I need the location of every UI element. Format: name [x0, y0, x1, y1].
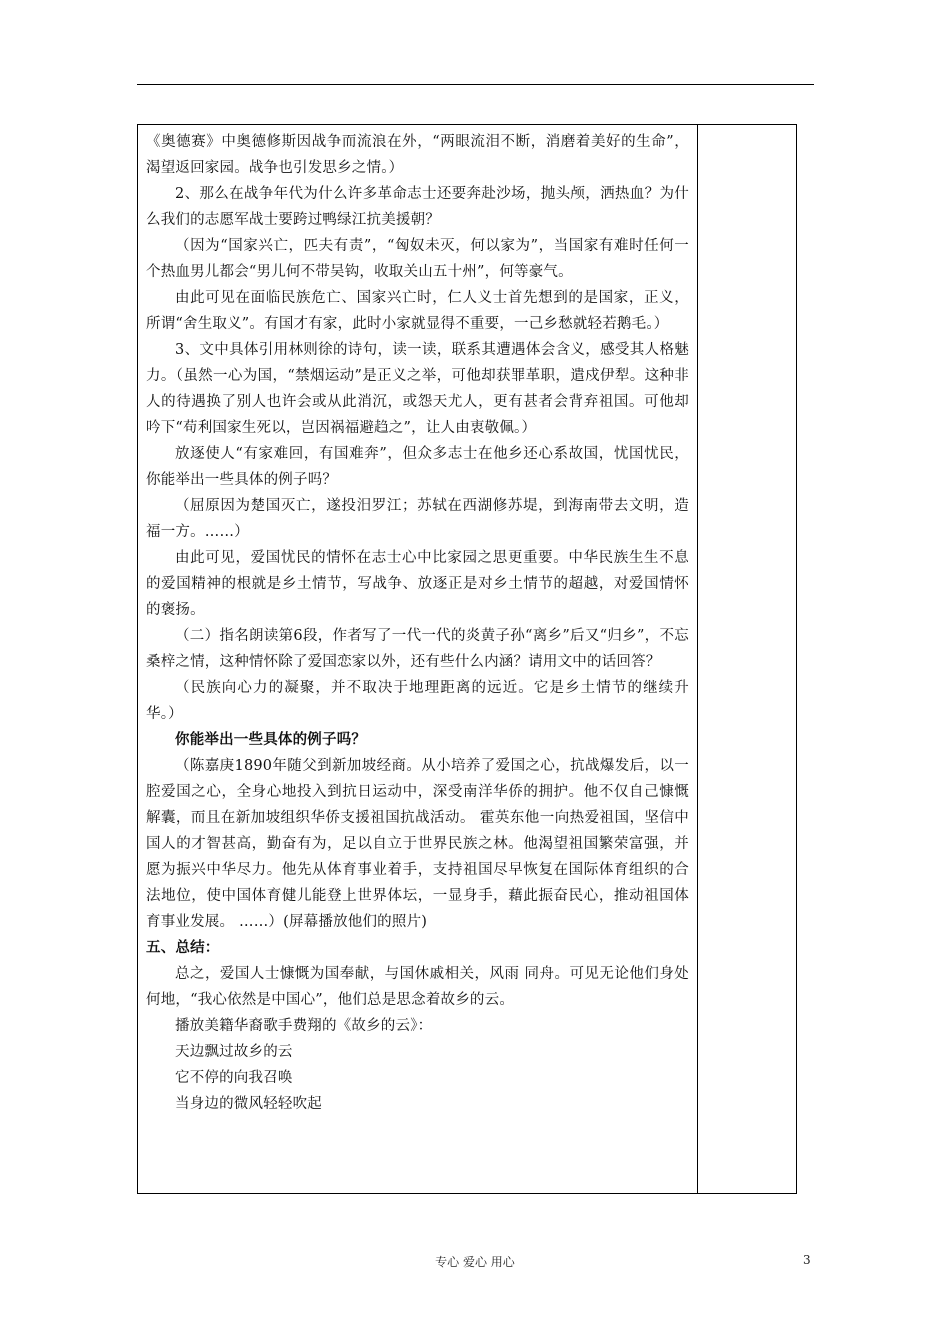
body-paragraph: 播放美籍华裔歌手费翔的《故乡的云》： [175, 1018, 433, 1034]
body-paragraph: 放逐使人“有家难回，有国难奔”，但众多志士在他乡还心系故国，忧国忧民，你能举出一些具体的例子吗？ [146, 446, 689, 488]
body-paragraph: 当身边的微风轻轻吹起 [175, 1096, 322, 1112]
lesson-table [137, 124, 797, 1194]
body-paragraph: 由此可见，爱国忧民的情怀在志士心中比家园之思更重要。中华民族生生不息的爱国精神的根就是乡土情节，写战争、放逐正是对乡土情节的超越，对爱国情怀的褒扬。 [146, 550, 689, 618]
lesson-content-cell [146, 129, 689, 1117]
body-paragraph: （二）指名朗读第6段，作者写了一代一代的炎黄子孙“离乡”后又“归乡”，不忘桑梓之情，这种情怀除了爱国恋家以外，还有些什么内涵？请用文中的话回答？ [146, 628, 689, 670]
header-rule [137, 84, 814, 85]
body-paragraph: （屈原因为楚国灭亡，遂投汨罗江；苏轼在西湖修苏堤，到海南带去文明，造福一方。……） [146, 498, 689, 540]
section-heading: 你能举出一些具体的例子吗？ [175, 731, 367, 748]
body-paragraph: 3、文中具体引用林则徐的诗句，读一读，联系其遭遇体会含义，感受其人格魅力。（虽然一心为国，“禁烟运动”是正义之举，可他却获罪革职，遣戍伊犁。这种非人的待遇换了别人也许会或从此消沉，或怨天尤人，更有甚者会背弃祖国。可他却吟下“苟利国家生死以，岂因祸福避趋之”，让人由衷敬佩。） [146, 342, 689, 436]
body-paragraph: 由此可见在面临民族危亡、国家兴亡时，仁人义士首先想到的是国家，正义，所谓“舍生取义”。有国才有家，此时小家就显得不重要，一己乡愁就轻若鹅毛。） [146, 290, 689, 332]
body-paragraph: （民族向心力的凝聚，并不取决于地理距离的远近。它是乡土情节的继续升华。） [146, 680, 689, 722]
body-paragraph: 2、那么在战争年代为什么许多革命志士还要奔赴沙场，抛头颅，洒热血？为什么我们的志愿军战士要跨过鸭绿江抗美援朝？ [146, 186, 689, 228]
page-footer: 专心 爱心 用心 [435, 1255, 515, 1269]
body-paragraph: 《奥德赛》中奥德修斯因战争而流浪在外，“两眼流泪不断，消磨着美好的生命”，渴望返回家园。战争也引发思乡之情。） [146, 134, 689, 176]
table-column-divider [697, 125, 698, 1193]
body-paragraph: （因为“国家兴亡，匹夫有责”，“匈奴未灭，何以家为”，当国家有难时任何一个热血男儿都会“男儿何不带吴钩，收取关山五十州”，何等豪气。 [146, 238, 689, 280]
page-number: 3 [803, 1253, 811, 1267]
body-paragraph: 它不停的向我召唤 [175, 1070, 293, 1086]
body-paragraph: 天边飘过故乡的云 [175, 1044, 293, 1060]
body-paragraph: （陈嘉庚1890年随父到新加坡经商。从小培养了爱国之心，抗战爆发后，以一腔爱国之心，全身心地投入到抗日运动中，深受南洋华侨的拥护。他不仅自己慷慨解囊，而且在新加坡组织华侨支援祖国抗战活动。 霍英东他一向热爱祖国，坚信中国人的才智甚高，勤奋有为，足以自立于世界民族之林。他渴望祖国繁荣富强，并愿为振兴中华尽力。他先从体育事业着手，支持祖国尽早恢复在国际体育组织的合法地位，使中国体育健儿能登上世界体坛，一显身手，藉此振奋民心，推动祖国体育事业发展。 ……）(屏幕播放他们的照片) [146, 758, 689, 930]
body-paragraph: 总之，爱国人士慷慨为国奉献，与国休戚相关，风雨 同舟。可见无论他们身处何地，“我心依然是中国心”，他们总是思念着故乡的云。 [146, 966, 689, 1008]
section-heading: 五、总结： [146, 939, 220, 956]
